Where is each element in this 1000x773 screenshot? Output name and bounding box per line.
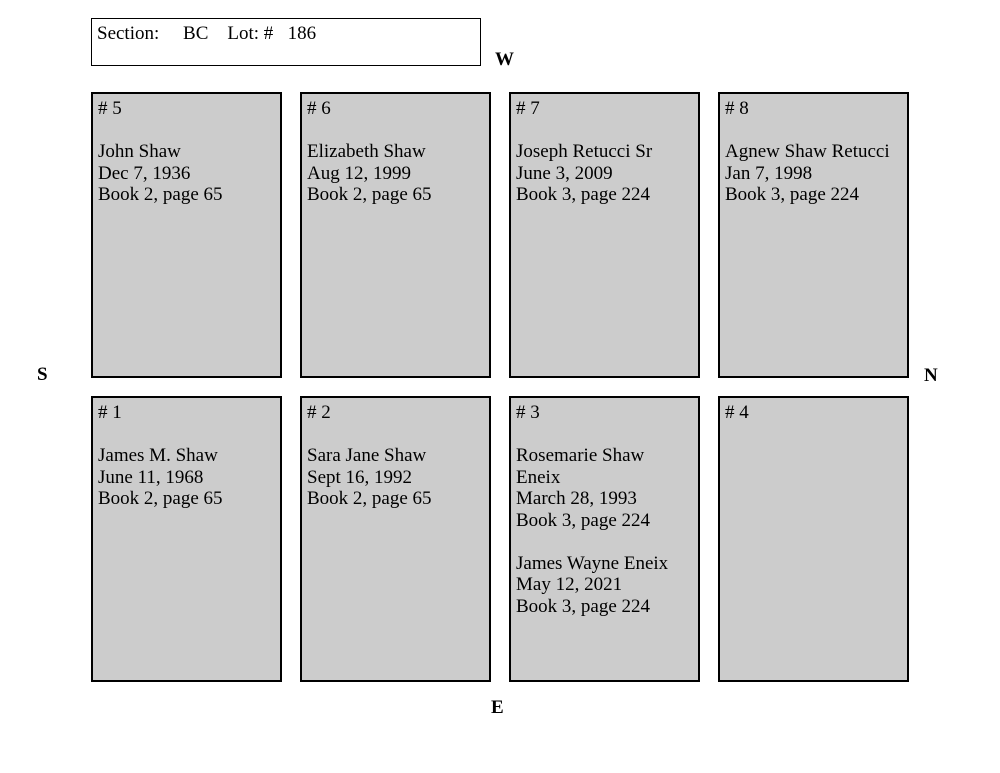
burial-name-line: Rosemarie Shaw bbox=[516, 445, 645, 466]
plot-number: # 5 bbox=[98, 98, 122, 119]
burial-book-ref: Book 2, page 65 bbox=[98, 184, 223, 205]
burial-name: John Shaw bbox=[98, 141, 181, 162]
plot-number: # 8 bbox=[725, 98, 749, 119]
compass-north: N bbox=[924, 365, 938, 386]
compass-west: W bbox=[495, 49, 514, 70]
plot-4 bbox=[718, 396, 909, 682]
burial-name: Elizabeth Shaw bbox=[307, 141, 426, 162]
burial-book-ref: Book 2, page 65 bbox=[98, 488, 223, 509]
section-lot-header bbox=[91, 18, 481, 66]
lot-label: Lot: # bbox=[227, 23, 274, 44]
burial-entry bbox=[98, 141, 280, 206]
plot-5 bbox=[91, 92, 282, 378]
plot-number: # 6 bbox=[307, 98, 331, 119]
plot-3 bbox=[509, 396, 700, 682]
burial-book-ref: Book 3, page 224 bbox=[516, 595, 651, 617]
compass-south: S bbox=[37, 364, 48, 385]
burial-date: March 28, 1993 bbox=[516, 488, 637, 509]
lot-value: 186 bbox=[287, 23, 317, 44]
burial-entry bbox=[516, 141, 698, 206]
burial-date: Jan 7, 1998 bbox=[725, 162, 813, 184]
plot-number: # 2 bbox=[307, 402, 331, 423]
burial-entry bbox=[307, 141, 489, 206]
burial-entry bbox=[516, 445, 698, 531]
plot-number: # 1 bbox=[98, 402, 122, 423]
burial-book-ref: Book 3, page 224 bbox=[516, 509, 651, 531]
plot-7 bbox=[509, 92, 700, 378]
burial-name: James M. Shaw bbox=[98, 445, 218, 466]
plot-number: # 4 bbox=[725, 402, 749, 423]
burial-book-ref: Book 2, page 65 bbox=[307, 184, 432, 205]
burial-date: May 12, 2021 bbox=[516, 574, 623, 595]
burial-entry bbox=[516, 553, 698, 618]
compass-east: E bbox=[491, 697, 504, 718]
plot-6 bbox=[300, 92, 491, 378]
burial-name: Agnew Shaw Retucci bbox=[725, 141, 890, 162]
burial-entry bbox=[98, 445, 280, 510]
burial-date: Dec 7, 1936 bbox=[98, 162, 191, 184]
burial-name: Joseph Retucci Sr bbox=[516, 141, 653, 162]
plot-number: # 3 bbox=[516, 402, 540, 423]
burial-entry bbox=[307, 445, 489, 510]
burial-date: June 3, 2009 bbox=[516, 162, 613, 184]
plot-number: # 7 bbox=[516, 98, 540, 119]
burial-date: June 11, 1968 bbox=[98, 466, 204, 488]
burial-book-ref: Book 2, page 65 bbox=[307, 488, 432, 509]
burial-name: Sara Jane Shaw bbox=[307, 445, 427, 466]
burial-entry bbox=[725, 141, 907, 206]
burial-name: James Wayne Eneix bbox=[516, 552, 669, 574]
plot-1 bbox=[91, 396, 282, 682]
plot-8 bbox=[718, 92, 909, 378]
burial-name-line: Eneix bbox=[516, 466, 561, 488]
burial-book-ref: Book 3, page 224 bbox=[516, 184, 651, 205]
burial-book-ref: Book 3, page 224 bbox=[725, 184, 860, 205]
burial-date: Aug 12, 1999 bbox=[307, 162, 411, 184]
plot-2 bbox=[300, 396, 491, 682]
burial-date: Sept 16, 1992 bbox=[307, 466, 413, 488]
section-label: Section: bbox=[97, 23, 160, 44]
section-value: BC bbox=[183, 23, 209, 44]
